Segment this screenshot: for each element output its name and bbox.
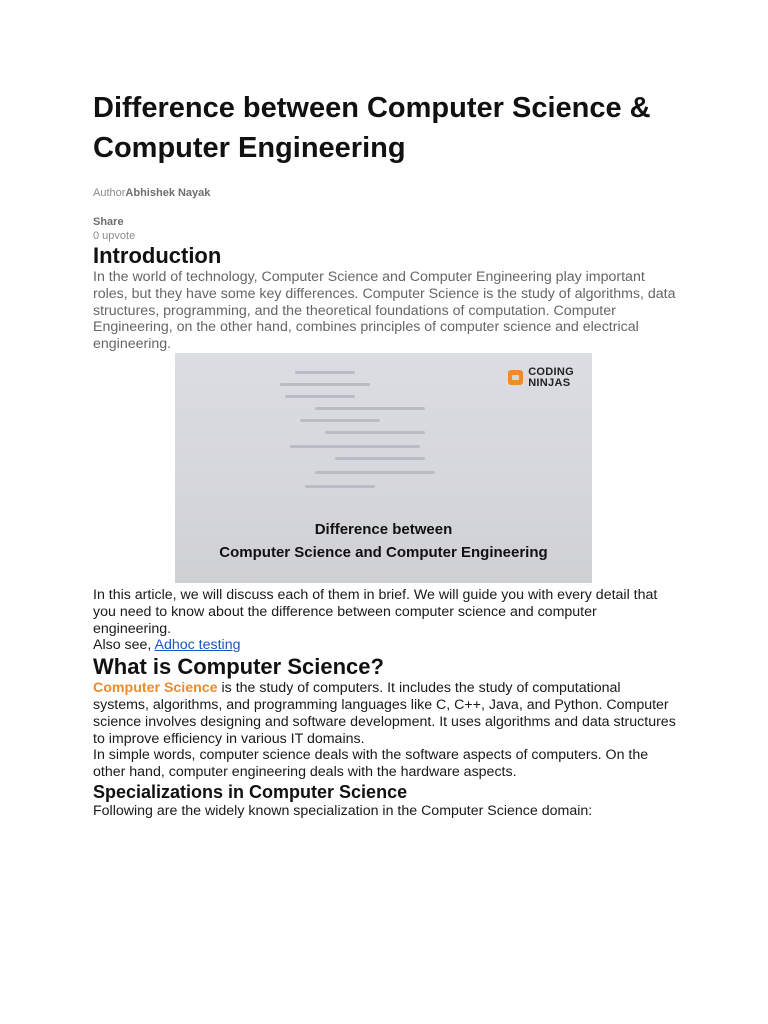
hero-caption-line1: Difference between [314, 520, 453, 538]
article-intro-paragraph: In this article, we will discuss each of them in brief. We will guide you with every detail that you need to know about the difference between computer science and computer engineering. [93, 586, 658, 637]
share-button[interactable]: Share [93, 216, 124, 228]
author-name[interactable]: Abhishek Nayak [125, 187, 211, 199]
specializations-heading: Specializations in Computer Science [93, 781, 408, 802]
hero-caption [175, 520, 592, 563]
cs-highlight: Computer Science [93, 680, 218, 697]
upvote-count[interactable]: 0 upvote [93, 230, 136, 242]
hero-image [175, 353, 592, 583]
logo-icon [508, 370, 523, 385]
article-content [93, 88, 678, 820]
author-line [93, 186, 678, 200]
cs-paragraph [93, 680, 678, 747]
cs-simple-words-paragraph: In simple words, computer science deals with the software aspects of computers. On the other hand, computer engineering deals with the hardware aspects. [93, 747, 649, 781]
logo-line1: CODING [528, 365, 574, 378]
specializations-text: Following are the widely known specialization in the Computer Science domain: [93, 802, 593, 819]
cs-heading: What is Computer Science? [93, 654, 384, 680]
coding-ninjas-logo [508, 367, 574, 389]
cs-paragraph-text: is the study of computers. It includes the study of computational systems, algorithms, and programming languages like C, C++, Java, and Python. Computer science involves designing and software development. It uses algorithms and data structures to improve efficiency in various IT domains. [93, 680, 676, 747]
author-prefix: Author [93, 187, 126, 199]
logo-line2: NINJAS [528, 376, 571, 389]
page-title: Difference between Computer Science & Computer Engineering [93, 92, 651, 164]
hero-caption-line2: Computer Science and Computer Engineering [219, 543, 548, 561]
intro-heading: Introduction [93, 243, 222, 268]
also-see-prefix: Also see, [93, 637, 155, 654]
intro-text: In the world of technology, Computer Science and Computer Engineering play important roles, but they have some key differences. Computer Science is the study of algorithms, data structures, programming, and the theoretical foundations of computation. Computer Engineering, on the other hand, combines principles of computer science and electrical engineering. [93, 269, 676, 353]
adhoc-testing-link[interactable]: Adhoc testing [154, 637, 241, 654]
also-see-line [93, 637, 678, 654]
